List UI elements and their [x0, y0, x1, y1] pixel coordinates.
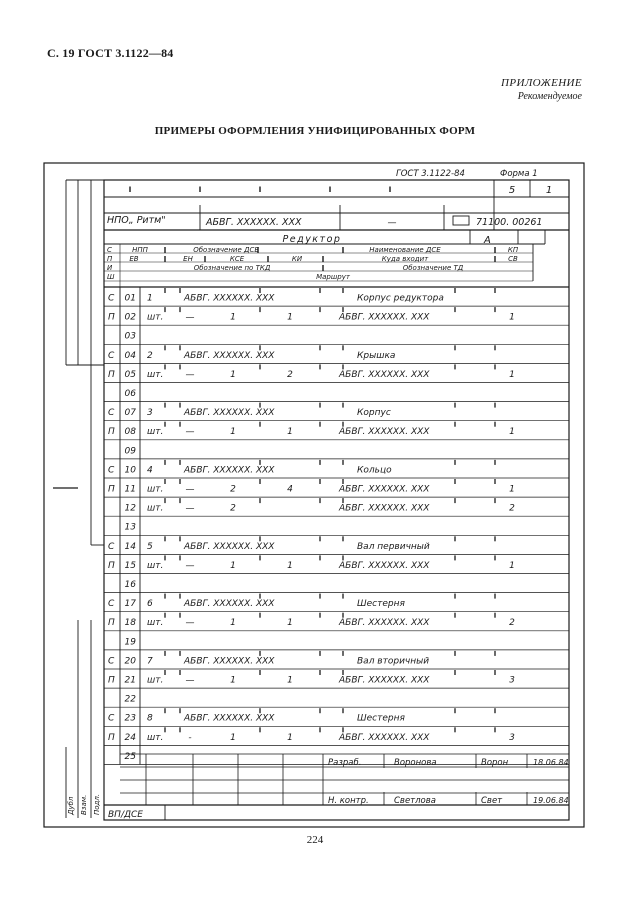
row-field-f: 3: [509, 732, 515, 743]
row-field-b: —: [185, 484, 195, 495]
row-field-f: 2: [509, 618, 515, 629]
row-number: 03: [124, 331, 136, 342]
row-field-e: Вал вторичный: [357, 656, 430, 667]
sheet-number: 1: [545, 185, 553, 196]
appendix-sublabel: Рекомендуемое: [517, 91, 582, 102]
row-number: 04: [124, 350, 136, 361]
row-type: С: [108, 656, 115, 667]
row-type: С: [108, 293, 115, 304]
form-footer-code: ВП/ДСЕ: [108, 810, 143, 820]
row-type: С: [108, 350, 115, 361]
row-field-a: шт.: [147, 560, 164, 571]
row-field-a: шт.: [147, 369, 164, 380]
row-number: 10: [124, 465, 136, 476]
row-field-d: 1: [287, 312, 293, 323]
document-designation: АБВГ. XXXXXX. XXX: [206, 217, 302, 228]
row-field-e: АБВГ. XXXXXX. XXX: [339, 560, 430, 571]
signature-date: 19.06.84: [533, 796, 569, 805]
row-field-c: 2: [230, 503, 236, 514]
row-type: С: [108, 465, 115, 476]
row-field-a: 6: [147, 599, 153, 610]
row-field-e: АБВГ. XXXXXX. XXX: [339, 618, 430, 629]
row-number: 17: [124, 599, 136, 610]
row-field-a: шт.: [147, 732, 164, 743]
form-standard: ГОСТ 3.1122-84: [396, 169, 465, 179]
row-number: 02: [124, 312, 136, 323]
service-header-cell: Маршрут: [316, 272, 350, 281]
row-field-c: 2: [230, 484, 236, 495]
row-field-e: АБВГ. XXXXXX. XXX: [339, 732, 430, 743]
row-field-f: 1: [509, 560, 515, 571]
row-field-c: 1: [230, 369, 236, 380]
signature-mark: Свет: [481, 796, 503, 806]
service-row-marker: Ш: [107, 272, 115, 281]
page-header: С. 19 ГОСТ 3.1122—84: [47, 46, 174, 60]
row-type: П: [108, 618, 115, 629]
service-header-cell: Куда входит: [381, 254, 429, 263]
row-field-e: АБВГ. XXXXXX. XXX: [339, 484, 430, 495]
organization-name: НПО„ Ритм": [107, 215, 166, 226]
row-type: П: [108, 369, 115, 380]
service-header-cell: НПП: [132, 245, 148, 254]
row-field-a: 1: [147, 293, 153, 304]
product-name: Редуктор: [282, 234, 342, 245]
row-field-d: 1: [287, 675, 293, 686]
row-field-a: 5: [147, 541, 153, 552]
row-number: 21: [124, 675, 136, 686]
service-header-cell: Обозначение по ТКД: [193, 263, 271, 272]
row-field-f: 1: [509, 312, 515, 323]
row-field-f: 1: [509, 369, 515, 380]
signature-role: Н. контр.: [328, 796, 369, 806]
row-field-e: АБВГ. XXXXXX. XXX: [339, 312, 430, 323]
binding-label: Дубл: [67, 796, 75, 815]
row-field-d: 2: [287, 369, 293, 380]
row-field-b: АБВГ. XXXXXX. XXX: [184, 465, 275, 476]
signature-name: Воронова: [394, 758, 437, 768]
row-number: 24: [124, 732, 136, 743]
row-field-e: Крышка: [357, 350, 396, 361]
row-field-c: 1: [230, 732, 236, 743]
row-field-f: 2: [509, 503, 515, 514]
row-field-a: шт.: [147, 484, 164, 495]
row-field-b: АБВГ. XXXXXX. XXX: [184, 713, 275, 724]
row-type: П: [108, 427, 115, 438]
row-field-b: АБВГ. XXXXXX. XXX: [184, 541, 275, 552]
row-field-a: 3: [147, 408, 153, 419]
row-field-b: АБВГ. XXXXXX. XXX: [184, 656, 275, 667]
row-field-b: —: [185, 369, 195, 380]
service-header-cell: КП: [507, 245, 519, 254]
letter-code: А: [484, 235, 491, 246]
service-row-marker: С: [107, 245, 112, 254]
row-field-b: —: [185, 618, 195, 629]
row-number: 08: [124, 427, 136, 438]
signature-role: Разраб.: [328, 758, 362, 768]
row-field-a: 8: [147, 713, 153, 724]
form-text: [67, 169, 569, 820]
row-field-e: АБВГ. XXXXXX. XXX: [339, 503, 430, 514]
row-field-e: Шестерня: [357, 599, 405, 610]
service-row-marker: П: [107, 254, 113, 263]
row-field-d: 1: [287, 618, 293, 629]
row-field-c: 1: [230, 312, 236, 323]
row-number: 05: [124, 369, 136, 380]
row-field-b: АБВГ. XXXXXX. XXX: [184, 599, 275, 610]
row-field-b: АБВГ. XXXXXX. XXX: [184, 293, 275, 304]
row-type: П: [108, 484, 115, 495]
row-number: 15: [124, 560, 136, 571]
row-number: 09: [124, 446, 136, 457]
binding-label: Взам.: [80, 794, 88, 815]
row-type: П: [108, 732, 115, 743]
row-field-e: Шестерня: [357, 713, 405, 724]
row-field-e: Кольцо: [357, 465, 392, 476]
row-number: 06: [124, 389, 136, 399]
appendix-label: ПРИЛОЖЕНИЕ: [501, 77, 582, 89]
row-type: С: [108, 408, 115, 419]
signature-mark: Ворон: [481, 758, 509, 768]
row-field-b: —: [185, 675, 195, 686]
service-row-marker: И: [107, 263, 113, 272]
row-field-d: 4: [287, 484, 293, 495]
row-field-b: —: [185, 427, 195, 438]
row-field-a: шт.: [147, 675, 164, 686]
row-number: 18: [124, 618, 136, 629]
row-field-a: шт.: [147, 312, 164, 323]
row-field-d: 1: [287, 560, 293, 571]
designation-dash: —: [387, 218, 397, 228]
row-field-f: 3: [509, 675, 515, 686]
row-field-b: АБВГ. XXXXXX. XXX: [184, 350, 275, 361]
row-field-d: 1: [287, 732, 293, 743]
row-number: 11: [124, 484, 136, 495]
row-number: 16: [124, 580, 136, 590]
row-field-b: —: [185, 312, 195, 323]
row-type: П: [108, 560, 115, 571]
row-field-a: шт.: [147, 618, 164, 629]
row-field-c: 1: [230, 618, 236, 629]
row-field-e: Корпус: [357, 408, 391, 419]
row-type: С: [108, 541, 115, 552]
row-field-e: АБВГ. XXXXXX. XXX: [339, 369, 430, 380]
row-number: 20: [124, 656, 136, 667]
service-header-cell: СВ: [508, 254, 518, 263]
form-label: Форма 1: [500, 169, 538, 179]
row-field-f: 1: [509, 427, 515, 438]
row-type: С: [108, 599, 115, 610]
page-number: 224: [306, 834, 324, 846]
row-field-c: 1: [230, 675, 236, 686]
sheets-count: 5: [508, 185, 516, 196]
row-field-a: 7: [147, 656, 153, 667]
row-number: 22: [124, 694, 136, 705]
row-field-e: Вал первичный: [357, 541, 430, 552]
row-number: 25: [124, 751, 136, 762]
service-header-cell: КСЕ: [229, 254, 245, 263]
row-field-f: 1: [509, 484, 515, 495]
row-field-d: 1: [287, 427, 293, 438]
service-header-cell: КИ: [291, 254, 303, 263]
row-number: 19: [124, 637, 136, 648]
row-type: П: [108, 675, 115, 686]
row-field-b: -: [188, 732, 192, 743]
service-header-cell: Наименование ДСЕ: [369, 245, 441, 254]
row-type: П: [108, 312, 115, 323]
row-field-c: 1: [230, 427, 236, 438]
row-field-b: —: [185, 560, 195, 571]
row-field-a: 2: [147, 350, 153, 361]
row-field-e: Корпус редуктора: [357, 293, 444, 304]
page-title: ПРИМЕРЫ ОФОРМЛЕНИЯ УНИФИЦИРОВАННЫХ ФОРМ: [154, 125, 476, 137]
row-field-a: шт.: [147, 503, 164, 514]
service-header-cell: ЕН: [183, 254, 193, 263]
binding-label: Подл.: [93, 793, 101, 815]
row-number: 07: [124, 408, 136, 419]
signature-name: Светлова: [394, 796, 436, 806]
row-number: 12: [124, 503, 136, 514]
code-box: [453, 216, 469, 225]
row-number: 23: [124, 713, 136, 724]
row-type: С: [108, 713, 115, 724]
row-field-e: АБВГ. XXXXXX. XXX: [339, 427, 430, 438]
row-field-e: АБВГ. XXXXXX. XXX: [339, 675, 430, 686]
row-field-a: 4: [147, 465, 153, 476]
row-number: 01: [124, 293, 136, 304]
document-code: 71100. 00261: [476, 217, 543, 228]
service-header-cell: Обозначение ДСЕ: [193, 245, 259, 254]
row-field-c: 1: [230, 560, 236, 571]
row-number: 13: [124, 522, 136, 533]
form-grid: [44, 163, 584, 827]
row-field-a: шт.: [147, 427, 164, 438]
row-field-b: АБВГ. XXXXXX. XXX: [184, 408, 275, 419]
service-header-cell: Обозначение ТД: [402, 263, 464, 272]
signature-date: 18.06.84: [533, 758, 569, 767]
form-outer-frame: [44, 163, 584, 827]
service-header-cell: ЕВ: [129, 254, 139, 263]
row-field-b: —: [185, 503, 195, 514]
row-number: 14: [124, 541, 136, 552]
